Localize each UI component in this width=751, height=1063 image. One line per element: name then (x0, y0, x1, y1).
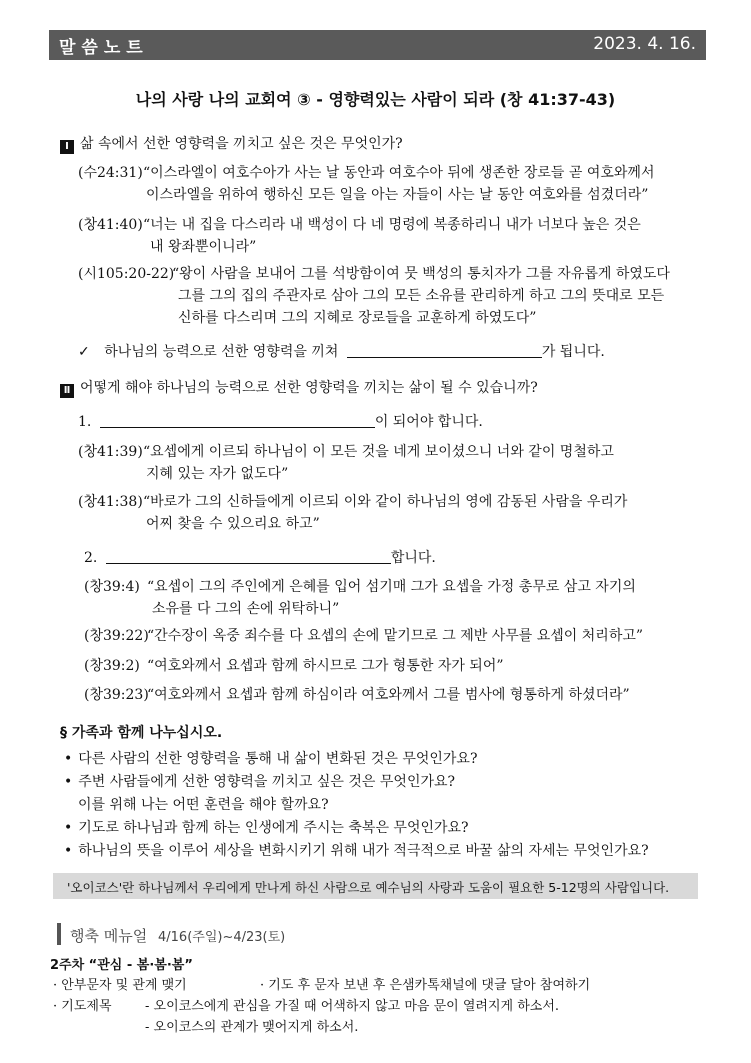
section2-marker: Ⅱ (60, 384, 74, 398)
menu-title: 행축 메뉴얼 4/16(주일)~4/23(토) (70, 927, 286, 945)
list-item: • 하나님의 뜻을 이루어 세상을 변화시키기 위해 내가 적극적으로 바꿀 삶의 자세는 무엇인가요? (64, 840, 649, 860)
check-icon: ✓ (78, 344, 90, 360)
list-item: • 주변 사람들에게 선한 영향력을 끼치고 싶은 것은 무엇인가요? (64, 771, 455, 791)
menu-row2-a: - 오이코스에게 관심을 가질 때 어색하지 않고 마음 문이 열려지게 하소서. (145, 999, 560, 1014)
verse-ref: (창39:4) (84, 579, 140, 595)
oikos-note-text: '오이코스'란 하나님께서 우리에게 만나게 하신 사람으로 예수님의 사랑과 도움이 필요한 5-12명의 사람입니다. (67, 880, 670, 895)
verse-line: “요셉이 그의 주인에게 은혜를 입어 섬기매 그가 요셉을 가정 총무로 삼고 자기의 (147, 579, 636, 595)
verse-line: “요셉에게 이르되 하나님이 이 모든 것을 네게 보이셨으니 너와 같이 명철하고 (143, 444, 614, 460)
header-label: 말씀노트 (59, 38, 149, 58)
oikos-note-box (53, 873, 698, 899)
verse-line: 이스라엘을 위하여 행하신 모든 일을 아는 자들이 사는 날 동안 여호와를 섬겼더라” (146, 187, 649, 203)
section1-question: Ⅰ 삶 속에서 선한 영향력을 끼치고 싶은 것은 무엇인가? (60, 133, 403, 154)
verse-ref: (창41:38) (78, 494, 143, 510)
sermon-title: 나의 사랑 나의 교회여 ③ - 영향력있는 사람이 되라 (창 41:37-43) (135, 90, 616, 109)
menu-row1-b: · 기도 후 문자 보낸 후 은샘카톡채널에 댓글 달아 참여하기 (260, 978, 591, 993)
verse-line: 내 왕좌뿐이니라” (150, 239, 257, 255)
list-item: • 다른 사람의 선한 영향력을 통해 내 삶이 변화된 것은 무엇인가요? (64, 748, 477, 768)
verse-ref: (창39:23) (84, 687, 149, 703)
menu-dates: 4/16(주일)~4/23(토) (158, 930, 286, 945)
verse-line: 소유를 다 그의 손에 위탁하니” (152, 601, 340, 617)
menu-row2-b: - 오이코스의 관계가 맺어지게 하소서. (145, 1020, 359, 1035)
verse-line: “간수장이 옥중 죄수를 다 요셉의 손에 맡기므로 그 제반 사무를 요셉이 처리하고” (147, 628, 644, 644)
verse-ref: (수24:31) (78, 165, 143, 181)
verse-line: “여호와께서 요셉과 함께 하시므로 그가 형통한 자가 되어” (147, 658, 504, 674)
week-title: 2주차 “관심 - 봄·봄·봄” (50, 958, 193, 973)
section2-question: Ⅱ 어떻게 해야 하나님의 능력으로 선한 영향력을 끼치는 삶이 될 수 있습니까? (60, 377, 538, 398)
item2-line: 2. 합니다. (84, 550, 436, 566)
fill-in-blank[interactable] (347, 343, 542, 358)
item1-line: 1. 이 되어야 합니다. (78, 414, 483, 430)
list-item: • 기도로 하나님과 함께 하는 인생에게 주시는 축복은 무엇인가요? (64, 817, 469, 837)
menu-row1-a: · 안부문자 및 관계 맺기 (53, 978, 187, 993)
family-title: § 가족과 함께 나누십시오. (60, 725, 223, 741)
section1-marker: Ⅰ (60, 140, 74, 154)
header-date: 2023. 4. 16. (593, 34, 696, 54)
header-bar (49, 30, 706, 60)
verse-line: 신하를 다스리며 그의 지혜로 장로들을 교훈하게 하였도다” (178, 310, 537, 326)
list-item-continuation: 이를 위해 나는 어떤 훈련을 해야 할까요? (78, 797, 329, 813)
verse-line: “이스라엘이 여호수아가 사는 날 동안과 여호수아 뒤에 생존한 장로들 곧 여호와께서 (143, 165, 655, 181)
menu-bar-accent (57, 923, 61, 945)
verse-ref: (창39:22) (84, 628, 149, 644)
verse-line: “왕이 사람을 보내어 그를 석방함이여 뭇 백성의 통치자가 그를 자유롭게 하였도다 (172, 266, 670, 282)
verse-ref: (창39:2) (84, 658, 140, 674)
check-line: ✓ 하나님의 능력으로 선한 영향력을 끼쳐 가 됩니다. (78, 344, 605, 360)
verse-line: 어찌 찾을 수 있으리요 하고” (146, 516, 320, 532)
fill-in-blank[interactable] (106, 549, 391, 564)
verse-line: “너는 내 집을 다스리라 내 백성이 다 네 명령에 복종하리니 내가 너보다 높은 것은 (143, 217, 641, 233)
verse-line: 지혜 있는 자가 없도다” (146, 466, 289, 482)
verse-line: “바로가 그의 신하들에게 이르되 이와 같이 하나님의 영에 감동된 사람을 우리가 (143, 494, 628, 510)
verse-line: “여호와께서 요셉과 함께 하심이라 여호와께서 그를 범사에 형통하게 하셨더라” (147, 687, 630, 703)
verse-ref: (창41:40) (78, 217, 143, 233)
verse-ref: (창41:39) (78, 444, 143, 460)
menu-row2-label: · 기도제목 (53, 999, 112, 1014)
fill-in-blank[interactable] (100, 413, 375, 428)
verse-ref: (시105:20-22) (78, 266, 175, 282)
verse-line: 그를 그의 집의 주관자로 삼아 그의 모든 소유를 관리하게 하고 그의 뜻대로 모든 (178, 288, 665, 304)
